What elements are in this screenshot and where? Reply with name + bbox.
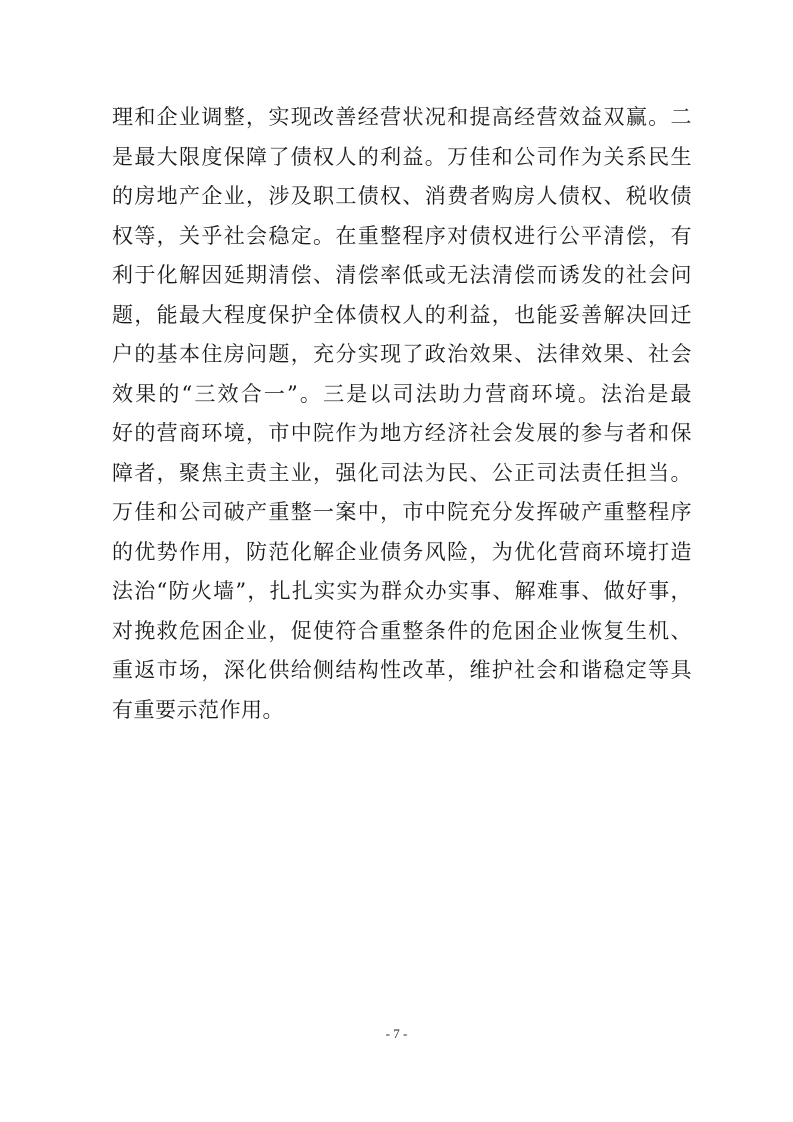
text-line: 障者，聚焦主责主业，强化司法为民、公正司法责任担当。 bbox=[112, 460, 692, 485]
text-line: 题，能最大程度保护全体债权人的利益，也能妥善解决回迁 bbox=[112, 302, 692, 327]
text-line: 重返市场，深化供给侧结构性改革，维护社会和谐稳定等具 bbox=[112, 658, 692, 682]
text-line: 权等，关乎社会稳定。在重整程序对债权进行公平清偿，有 bbox=[112, 223, 692, 248]
text-line: 利于化解因延期清偿、清偿率低或无法清偿而诱发的社会问 bbox=[112, 263, 692, 287]
page-number: - 7 - bbox=[385, 1026, 408, 1041]
text-line: 的房地产企业，涉及职工债权、消费者购房人债权、税收债 bbox=[112, 184, 692, 208]
text-line: 法治“防火墙”，扎扎实实为群众办实事、解难事、做好事， bbox=[112, 579, 692, 603]
text-line: 是最大限度保障了债权人的利益。万佳和公司作为关系民生 bbox=[112, 144, 692, 169]
text-line: 效果的“三效合一”。三是以司法助力营商环境。法治是最 bbox=[112, 381, 692, 406]
text-line: 对挽救危困企业，促使符合重整条件的危困企业恢复生机、 bbox=[112, 618, 692, 643]
text-line: 户的基本住房问题，充分实现了政治效果、法律效果、社会 bbox=[112, 342, 692, 366]
text-line: 理和企业调整，实现改善经营状况和提高经营效益双赢。二 bbox=[112, 105, 692, 129]
text-line: 万佳和公司破产重整一案中，市中院充分发挥破产重整程序 bbox=[112, 500, 692, 524]
body-paragraph bbox=[112, 98, 692, 730]
text-line: 好的营商环境，市中院作为地方经济社会发展的参与者和保 bbox=[112, 421, 692, 445]
text-line: 的优势作用，防范化解企业债务风险，为优化营商环境打造 bbox=[112, 539, 692, 564]
text-line: 有重要示范作用。 bbox=[112, 697, 284, 722]
